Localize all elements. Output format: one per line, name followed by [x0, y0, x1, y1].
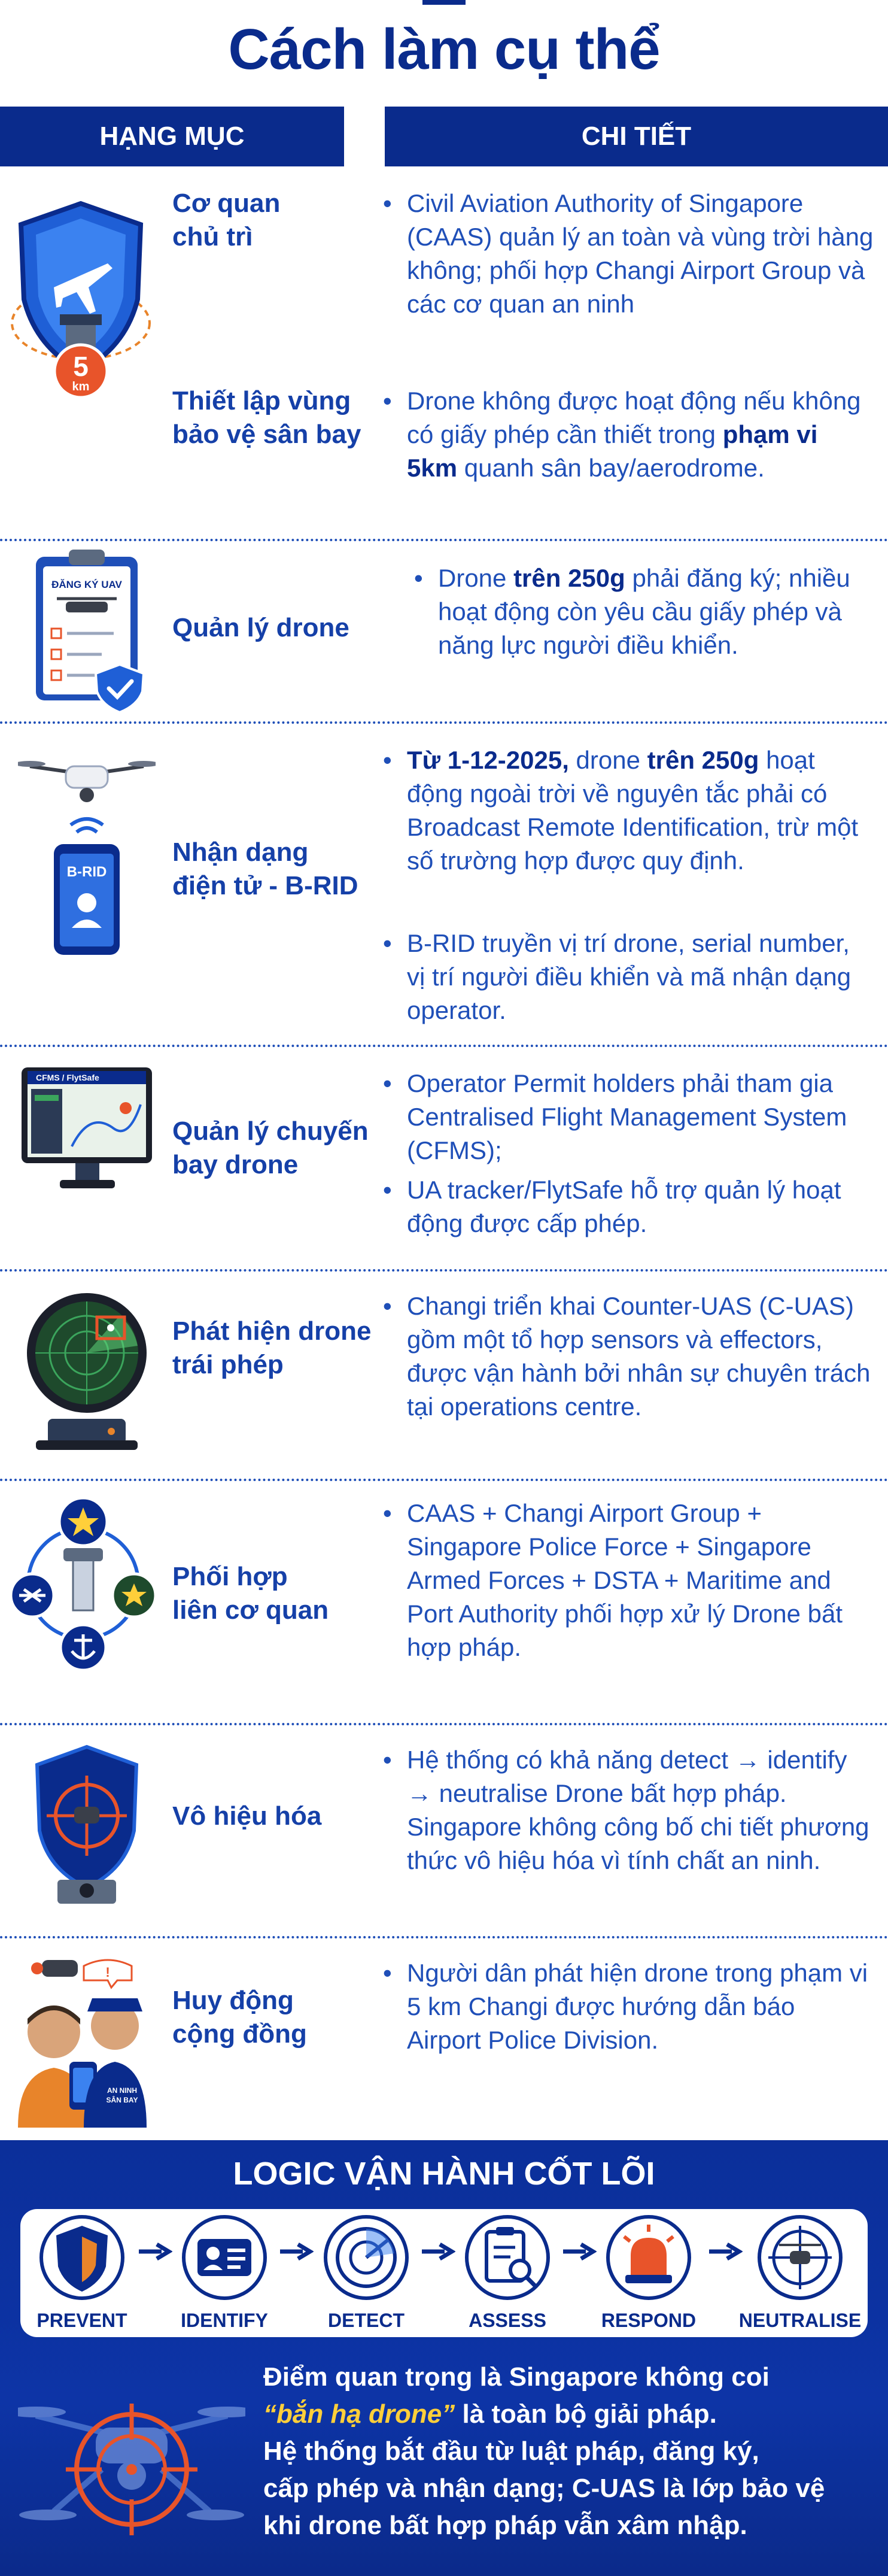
- prevent-icon: [37, 2213, 127, 2302]
- row-separator: [0, 1936, 888, 1938]
- neutralise-icon: [755, 2213, 845, 2302]
- row-separator: [0, 1045, 888, 1047]
- respond-icon: [604, 2213, 694, 2302]
- bottom-highlight: “bắn hạ drone”: [263, 2399, 455, 2429]
- category-host-agency: Cơ quan chủ trì: [172, 189, 281, 251]
- airport-shield-5km-icon: [6, 198, 156, 401]
- bottom-line-4: cấp phép và nhận dạng; C-UAS là lớp bảo vệ: [263, 2474, 825, 2503]
- police-badge-line1: AN NINH: [107, 2086, 137, 2095]
- category-inter-agency: Phối hợp liên cơ quan: [172, 1562, 329, 1625]
- clipboard-title: ĐĂNG KÝ UAV: [51, 579, 122, 590]
- category-drone-management: Quản lý drone: [172, 613, 349, 642]
- detail-unauthorized-detection: • Changi triển khai Counter-UAS (C-UAS) gồm một tổ hợp sensors và effectors, được vận hành bởi nhân sự chuyên trách tại operations centre.: [407, 1289, 874, 1424]
- detail-flight-management-2: • UA tracker/FlytSafe hỗ trợ quản lý hoạt động được cấp phép.: [407, 1173, 874, 1240]
- detect-icon: [321, 2213, 411, 2302]
- header-detail: CHI TIẾT: [385, 107, 888, 166]
- drone-target-icon: [18, 2362, 245, 2559]
- step-label-prevent: PREVENT: [37, 2310, 127, 2331]
- row-separator: [0, 1269, 888, 1272]
- bottom-line-3: Hệ thống bắt đầu từ luật pháp, đăng ký,: [263, 2437, 759, 2466]
- cfms-monitor-icon: [18, 1063, 156, 1200]
- detail-community: • Người dân phát hiện drone trong phạm vi 5 km Changi được hướng dẫn báo Airport Police Division.: [407, 1956, 874, 2057]
- header-category: HẠNG MỤC: [0, 107, 344, 166]
- identify-icon: [180, 2213, 269, 2302]
- bottom-line-5: khi drone bất hợp pháp vẫn xâm nhập.: [263, 2511, 747, 2540]
- bottom-line-2: [263, 2396, 874, 2433]
- detail-b-rid-2: • B-RID truyền vị trí drone, serial number, vị trí người điều khiển và mã nhận dạng operator.: [407, 927, 874, 1027]
- badge-5km-number: 5: [73, 351, 89, 382]
- badge-5km-unit: km: [72, 380, 90, 393]
- category-flight-management: Quản lý chuyến bay drone: [172, 1116, 369, 1179]
- drone-b-rid-phone-icon: [18, 748, 156, 958]
- community-report-icon: [12, 1954, 156, 2128]
- step-label-neutralise: NEUTRALISE: [738, 2310, 862, 2331]
- detail-neutralise: • Hệ thống có khả năng detect → identify → neutralise Drone bất hợp pháp. Singapore không công bố chi tiết phương thức vô hiệu hóa vì tính chất an ninh.: [407, 1743, 874, 1877]
- row-separator: [0, 539, 888, 541]
- assess-icon: [463, 2213, 552, 2302]
- arrow-icon: [709, 2243, 743, 2261]
- page-title: Cách làm cụ thể: [228, 17, 660, 81]
- detail-drone-management: • Drone trên 250g phải đăng ký; nhiều hoạt động còn yêu cầu giấy phép và năng lực người điều khiển.: [438, 562, 875, 662]
- step-label-assess: ASSESS: [469, 2310, 546, 2331]
- arrow-icon: [139, 2243, 172, 2261]
- row-separator: [0, 721, 888, 724]
- detail-flight-management-1: • Operator Permit holders phải tham gia Centralised Flight Management System (CFMS);: [407, 1067, 874, 1167]
- bottom-line-2-rest: là toàn bộ giải pháp.: [455, 2399, 717, 2429]
- arrow-icon: [563, 2243, 597, 2261]
- drone-registration-clipboard-icon: [30, 545, 150, 712]
- bottom-line-1: Điểm quan trọng là Singapore không coi: [263, 2362, 770, 2392]
- step-label-respond: RESPOND: [601, 2310, 697, 2331]
- detail-airport-protection-zone: • Drone không được hoạt động nếu không có giấy phép cần thiết trong phạm vi 5km quanh sân bay/aerodrome.: [407, 384, 874, 485]
- category-b-rid: Nhận dạng điện tử - B-RID: [172, 838, 358, 900]
- logic-title: LOGIC VẬN HÀNH CỐT LÕI: [233, 2156, 655, 2192]
- detail-b-rid-1: • Từ 1-12-2025, drone trên 250g hoạt động ngoài trời về nguyên tắc phải có Broadcast Remote Identification, trừ một số trường hợp được quy định.: [407, 744, 874, 878]
- agency-network-icon: [8, 1491, 158, 1676]
- category-airport-protection-zone: Thiết lập vùng bảo vệ sân bay: [172, 386, 361, 449]
- row-separator: [0, 1479, 888, 1481]
- arrow-icon: [280, 2243, 314, 2261]
- row-separator: [0, 1723, 888, 1725]
- detail-inter-agency: • CAAS + Changi Airport Group + Singapore Police Force + Singapore Armed Forces + DSTA + Maritime and Port Authority phối hợp xử lý Drone bất hợp pháp.: [407, 1497, 874, 1664]
- detail-host-agency: • Civil Aviation Authority of Singapore (CAAS) quản lý an toàn và vùng trời hàng không; phối hợp Changi Airport Group và các cơ quan an ninh: [407, 187, 874, 321]
- step-label-detect: DETECT: [328, 2310, 405, 2331]
- category-neutralise: Vô hiệu hóa: [172, 1801, 322, 1831]
- category-community: Huy động cộng đồng: [172, 1986, 307, 2049]
- radar-detection-icon: [24, 1286, 150, 1454]
- neutralise-shield-icon: [30, 1741, 144, 1909]
- arrow-icon: [422, 2243, 455, 2261]
- police-badge-line2: SÂN BAY: [106, 2096, 138, 2104]
- svg-text:!: !: [105, 1965, 110, 1980]
- step-label-identify: IDENTIFY: [181, 2310, 268, 2331]
- top-tab-decoration: [422, 0, 466, 5]
- category-unauthorized-detection: Phát hiện drone trái phép: [172, 1316, 372, 1379]
- phone-label: B-RID: [66, 864, 107, 880]
- monitor-label: CFMS / FlytSafe: [36, 1073, 99, 1082]
